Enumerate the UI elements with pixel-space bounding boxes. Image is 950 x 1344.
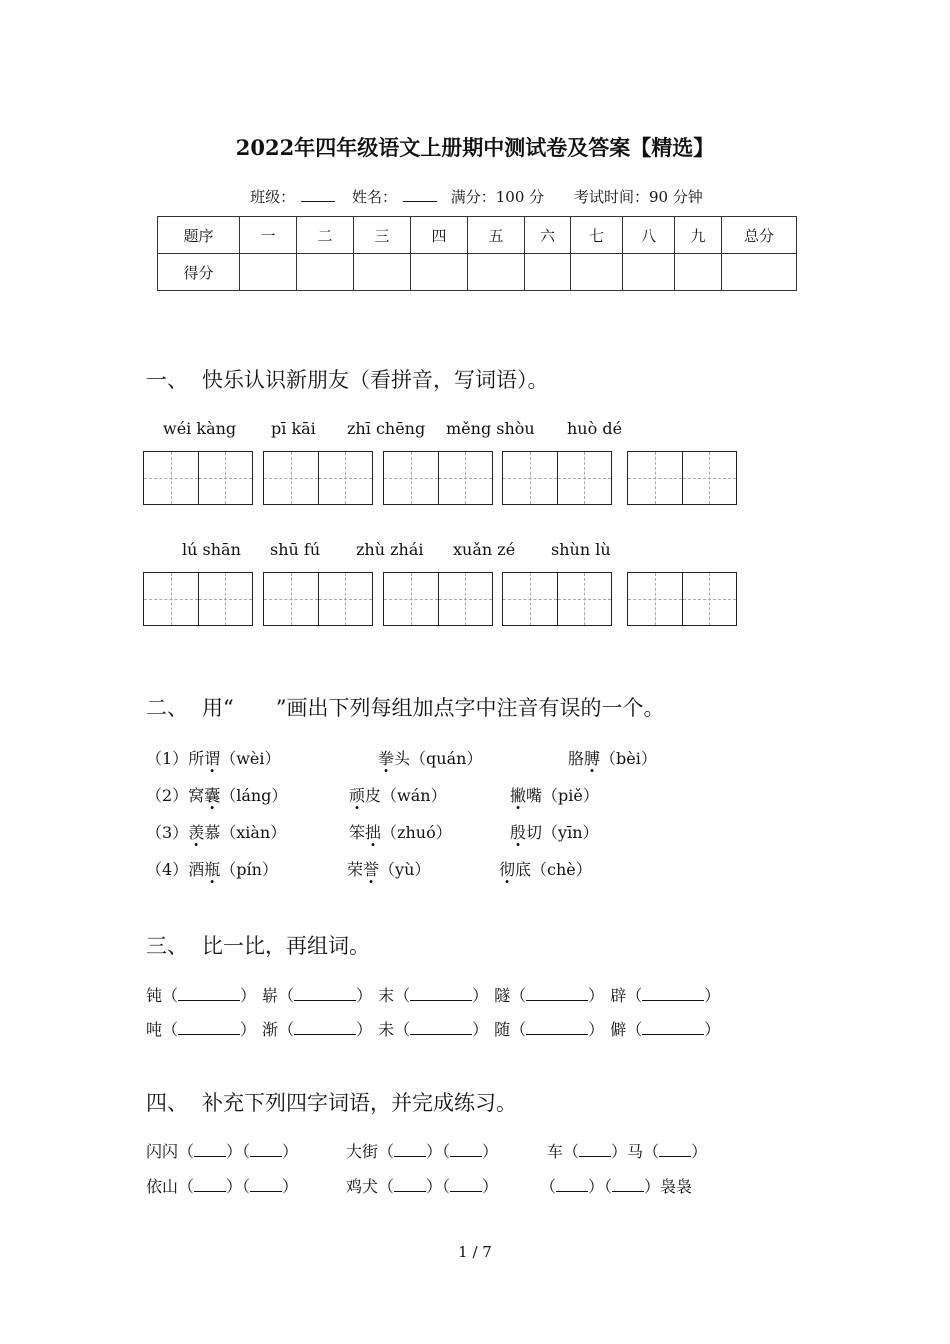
- score-table: [157, 216, 797, 291]
- writing-cell[interactable]: [683, 573, 737, 625]
- table-cell: 题序: [158, 217, 240, 254]
- answer-blank[interactable]: [394, 1177, 426, 1192]
- answer-blank[interactable]: [579, 1142, 611, 1157]
- writing-cell[interactable]: [384, 452, 439, 504]
- answer-blank[interactable]: [450, 1177, 482, 1192]
- writing-cell[interactable]: [264, 452, 319, 504]
- table-cell: 八: [623, 217, 675, 254]
- writing-grid[interactable]: [143, 451, 253, 505]
- writing-cell[interactable]: [199, 573, 253, 625]
- page-title: 2022年四年级语文上册期中测试卷及答案【精选】: [235, 135, 715, 160]
- dotted-char[interactable]: 殷: [510, 823, 527, 842]
- question-item: 顽皮（wán）: [349, 786, 447, 805]
- question-item: 彻底（chè）: [499, 860, 592, 879]
- writing-grid[interactable]: [383, 572, 493, 626]
- answer-blank[interactable]: [526, 986, 588, 1001]
- writing-grid[interactable]: [502, 451, 612, 505]
- writing-cell[interactable]: [319, 452, 373, 504]
- dotted-char[interactable]: 彻: [499, 860, 516, 879]
- question-item: 笨拙（zhuó）: [349, 823, 452, 842]
- compare-char: 随: [494, 1020, 511, 1039]
- exam-time: 考试时间：90 分钟: [573, 188, 703, 206]
- pinyin-label: lú shān: [182, 540, 241, 559]
- question-item: 殷切（yīn）: [510, 823, 599, 842]
- answer-blank[interactable]: [394, 1142, 426, 1157]
- compare-char: 吨: [146, 1020, 163, 1039]
- answer-blank[interactable]: [556, 1177, 588, 1192]
- compare-char: 隧: [494, 986, 511, 1005]
- full-marks: 满分：100 分: [450, 188, 545, 206]
- idiom-item: 依山（ ）（ ）: [146, 1177, 299, 1196]
- score-table-score-row: [158, 254, 797, 291]
- table-cell: 七: [571, 217, 623, 254]
- section-1-heading: 一、 快乐认识新朋友（看拼音，写词语）。: [146, 368, 549, 392]
- section-2-heading: 二、 用“ ”画出下列每组加点字中注音有误的一个。: [146, 696, 665, 720]
- writing-grid[interactable]: [627, 451, 737, 505]
- score-cell[interactable]: [411, 254, 468, 291]
- question-row: （3）羡慕（xiàn）: [146, 823, 287, 842]
- score-table-header-row: [158, 217, 797, 254]
- idiom-item: 闪闪（ ）（ ）: [146, 1142, 299, 1161]
- score-cell[interactable]: [240, 254, 297, 291]
- compare-char: 末: [378, 986, 395, 1005]
- table-cell: 九: [675, 217, 722, 254]
- idiom-item: 车（ ）马（ ）: [547, 1142, 708, 1161]
- table-cell: 五: [468, 217, 525, 254]
- table-cell: 得分: [158, 254, 240, 291]
- table-cell: 六: [525, 217, 571, 254]
- question-row: （4）酒瓶（pín）: [146, 860, 278, 879]
- compare-row: 钝（ ） 崭（ ） 末（ ） 隧（ ） 辟（ ）: [146, 986, 721, 1005]
- writing-cell[interactable]: [503, 573, 558, 625]
- writing-cell[interactable]: [683, 452, 737, 504]
- name-blank[interactable]: [403, 187, 437, 202]
- question-row: （1）所谓（wèi）: [146, 749, 281, 768]
- table-cell: 总分: [722, 217, 797, 254]
- section-4-heading: 四、 补充下列四字词语，并完成练习。: [146, 1091, 517, 1115]
- writing-grid[interactable]: [502, 572, 612, 626]
- pinyin-label: shū fú: [270, 540, 321, 559]
- answer-blank[interactable]: [294, 1020, 356, 1035]
- writing-cell[interactable]: [384, 573, 439, 625]
- question-item: 荣誉（yù）: [347, 860, 431, 879]
- score-cell[interactable]: [571, 254, 623, 291]
- writing-cell[interactable]: [199, 452, 253, 504]
- name-label: 姓名：: [349, 188, 440, 206]
- table-cell: 四: [411, 217, 468, 254]
- writing-grid[interactable]: [383, 451, 493, 505]
- writing-grid[interactable]: [263, 451, 373, 505]
- answer-blank[interactable]: [250, 1142, 282, 1157]
- answer-blank[interactable]: [178, 1020, 240, 1035]
- answer-blank[interactable]: [450, 1142, 482, 1157]
- dotted-char[interactable]: 顽: [349, 786, 366, 805]
- page-number: 1 / 7: [458, 1243, 492, 1261]
- class-label: 班级：: [247, 188, 338, 206]
- pinyin-label: zhù zhái: [356, 540, 424, 559]
- writing-cell[interactable]: [144, 452, 199, 504]
- table-cell: 三: [354, 217, 411, 254]
- writing-cell[interactable]: [558, 573, 612, 625]
- answer-blank[interactable]: [642, 986, 704, 1001]
- writing-cell[interactable]: [319, 573, 373, 625]
- idiom-item: 鸡犬（ ）（ ）: [346, 1177, 499, 1196]
- answer-blank[interactable]: [194, 1177, 226, 1192]
- score-cell[interactable]: [468, 254, 525, 291]
- writing-grid[interactable]: [627, 572, 737, 626]
- dotted-char[interactable]: 羡: [188, 823, 205, 842]
- class-blank[interactable]: [301, 187, 335, 202]
- compare-row: 吨（ ） 渐（ ） 未（ ） 随（ ） 僻（ ）: [146, 1020, 721, 1039]
- writing-cell[interactable]: [558, 452, 612, 504]
- compare-char: 辟: [610, 986, 627, 1005]
- writing-grid[interactable]: [143, 572, 253, 626]
- dotted-char[interactable]: 瓶: [204, 860, 221, 879]
- answer-blank[interactable]: [294, 986, 356, 1001]
- compare-char: 渐: [262, 1020, 279, 1039]
- writing-cell[interactable]: [628, 573, 683, 625]
- dotted-char[interactable]: 拙: [365, 823, 382, 842]
- pinyin-label: xuǎn zé: [453, 540, 516, 559]
- score-cell[interactable]: [525, 254, 571, 291]
- answer-blank[interactable]: [526, 1020, 588, 1035]
- question-item: 拳头（quán）: [378, 749, 483, 768]
- dotted-char[interactable]: 拳: [378, 749, 395, 768]
- writing-cell[interactable]: [264, 573, 319, 625]
- dotted-char[interactable]: 撇: [510, 786, 527, 805]
- question-item: 撇嘴（piě）: [510, 786, 599, 805]
- pinyin-label: měng shòu: [446, 419, 535, 438]
- compare-char: 未: [378, 1020, 395, 1039]
- dotted-char[interactable]: 膊: [584, 749, 601, 768]
- pinyin-label: wéi kàng: [163, 419, 237, 438]
- dotted-char[interactable]: 誉: [363, 860, 380, 879]
- dotted-char[interactable]: 囊: [204, 786, 221, 805]
- dotted-char[interactable]: 谓: [204, 749, 221, 768]
- section-3-heading: 三、 比一比，再组词。: [146, 934, 370, 958]
- question-row: （2）窝囊（láng）: [146, 786, 288, 805]
- idiom-item: （ ）（ ）袅袅: [540, 1177, 693, 1196]
- answer-blank[interactable]: [612, 1177, 644, 1192]
- answer-blank[interactable]: [178, 986, 240, 1001]
- answer-blank[interactable]: [659, 1142, 691, 1157]
- question-item: 胳膊（bèi）: [568, 749, 657, 768]
- writing-cell[interactable]: [439, 573, 493, 625]
- exam-info: [0, 186, 950, 207]
- pinyin-label: shùn lù: [551, 540, 611, 559]
- writing-cell[interactable]: [628, 452, 683, 504]
- writing-cell[interactable]: [503, 452, 558, 504]
- score-cell[interactable]: [722, 254, 797, 291]
- answer-blank[interactable]: [250, 1177, 282, 1192]
- writing-grid[interactable]: [263, 572, 373, 626]
- answer-blank[interactable]: [642, 1020, 704, 1035]
- compare-char: 钝: [146, 986, 163, 1005]
- pinyin-label: huò dé: [567, 419, 623, 438]
- pinyin-label: zhī chēng: [347, 419, 426, 438]
- writing-cell[interactable]: [144, 573, 199, 625]
- compare-char: 僻: [610, 1020, 627, 1039]
- score-cell[interactable]: [297, 254, 354, 291]
- score-cell[interactable]: [354, 254, 411, 291]
- answer-blank[interactable]: [410, 986, 472, 1001]
- answer-blank[interactable]: [410, 1020, 472, 1035]
- score-cell[interactable]: [675, 254, 722, 291]
- answer-blank[interactable]: [194, 1142, 226, 1157]
- pinyin-label: pī kāi: [271, 419, 316, 438]
- compare-char: 崭: [262, 986, 279, 1005]
- table-cell: 一: [240, 217, 297, 254]
- idiom-item: 大街（ ）（ ）: [346, 1142, 499, 1161]
- score-cell[interactable]: [623, 254, 675, 291]
- writing-cell[interactable]: [439, 452, 493, 504]
- table-cell: 二: [297, 217, 354, 254]
